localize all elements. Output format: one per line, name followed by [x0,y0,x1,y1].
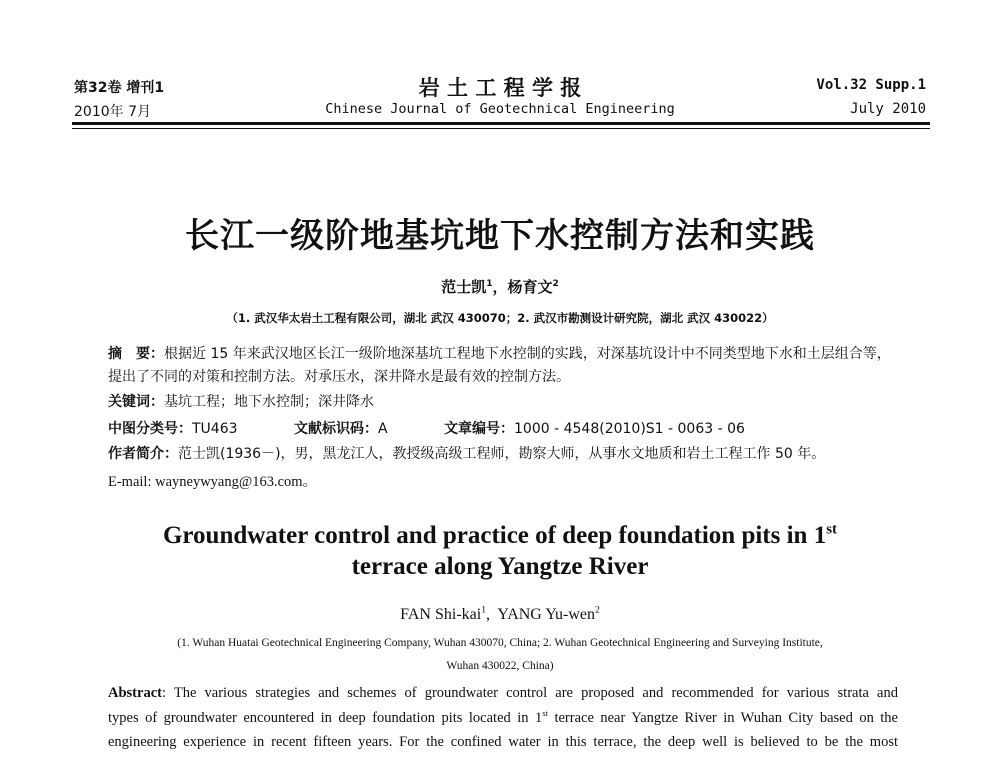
abstract-en-line1-text: The various strategies and schemes of groundwater control are proposed and recommended for various strata and [173,685,898,701]
paper-title-en-line1-text: Groundwater control and practice of deep foundation pits in 1 [162,522,827,549]
author-separator-cn: ， [492,278,508,296]
abstract-cn-label: 摘 要： [108,346,164,362]
clc-label: 中图分类号： [108,421,192,437]
keywords-cn-text: 基坑工程；地下水控制；深井降水 [164,394,374,410]
publication-date-cn: 2010年 7月 [74,104,151,120]
paper-title-en-sup: st [826,521,838,538]
doc-code-label: 文献标识码： [293,421,378,437]
publication-date-en: July 2010 [850,101,926,117]
paper-title-en-line1 [0,520,1000,551]
paper-title-cn: 长江一级阶地基坑地下水控制方法和实践 [185,216,815,256]
doc-code-value: A [377,421,388,437]
authors-en [0,606,1000,624]
article-number-value: 1000 - 4548(2010)S1 - 0063 - 06 [514,421,745,437]
authors-cn [0,276,1000,297]
abstract-en [108,681,898,755]
affiliations-en-line2: Wuhan 430022, China) [446,660,554,672]
author-bio-label: 作者简介： [108,446,178,462]
abstract-en-line2-b: terrace near Yangtze River in Wuhan City based on the [548,709,898,726]
affiliations-en-line1: (1. Wuhan Huatai Geotechnical Engineering Company, Wuhan 430070, China; 2. Wuhan Geotechnical Engineering and Surveying Institute, [177,637,823,649]
paper-title-en [0,520,1000,582]
abstract-en-line3: engineering experience in recent fifteen years. For the confined water in this terrace, the deep well is believed to be the most [108,734,898,750]
abstract-en-colon: : [161,685,174,701]
author-2-cn-sup: 2 [552,279,559,289]
volume-issue: 第32卷 增刊1 [74,80,165,96]
author-2-en-sup: 2 [595,604,600,616]
author-1-en: FAN Shi-kai [400,606,482,623]
article-number-label: 文章编号： [444,421,515,437]
header-rule-thin [72,128,930,129]
author-1-cn-sup: 1 [486,279,493,289]
volume-supp-en: Vol.32 Supp.1 [816,77,926,93]
affiliations-cn: （1. 武汉华太岩土工程有限公司，湖北 武汉 430070；2. 武汉市勘测设计研究院，湖北 武汉 430022） [226,311,774,325]
author-2-en: YANG Yu-wen [497,606,596,623]
author-bio-text: 范士凯(1936－)，男，黑龙江人，教授级高级工程师，勘察大师，从事水文地质和岩土工程工作 50 年。 [178,446,826,462]
classification-line [108,418,908,441]
keywords-cn-label: 关键词： [108,394,164,410]
header-rule-thick [72,122,930,125]
author-2-cn: 杨育文 [507,278,553,296]
journal-title-cn: 岩 土 工 程 学 报 [418,76,582,100]
paper-title-en-line2: terrace along Yangtze River [351,553,649,580]
author-separator-en: , [486,606,498,623]
author-email: E-mail: wayneywyang@163.com。 [108,474,318,490]
abstract-en-line2 [108,706,898,731]
keywords-cn [108,391,374,414]
abstract-en-line2-sup: st [542,707,548,718]
author-1-cn: 范士凯 [441,278,487,296]
abstract-cn [108,343,900,389]
abstract-en-label: Abstract [108,685,162,701]
abstract-cn-text: 根据近 15 年来武汉地区长江一级阶地深基坑工程地下水控制的实践，对深基坑设计中不同类型地下水和土层组合等，提出了不同的对策和控制方法。对承压水，深井降水是最有效的控制方法。 [108,346,891,385]
clc-value: TU463 [192,421,238,437]
abstract-en-line1 [108,681,898,706]
abstract-en-line2-a: types of groundwater encountered in deep foundation pits located in 1 [108,709,543,726]
author-bio [108,443,908,466]
author-1-en-sup: 1 [481,604,486,616]
journal-title-en: Chinese Journal of Geotechnical Engineering [325,101,675,117]
